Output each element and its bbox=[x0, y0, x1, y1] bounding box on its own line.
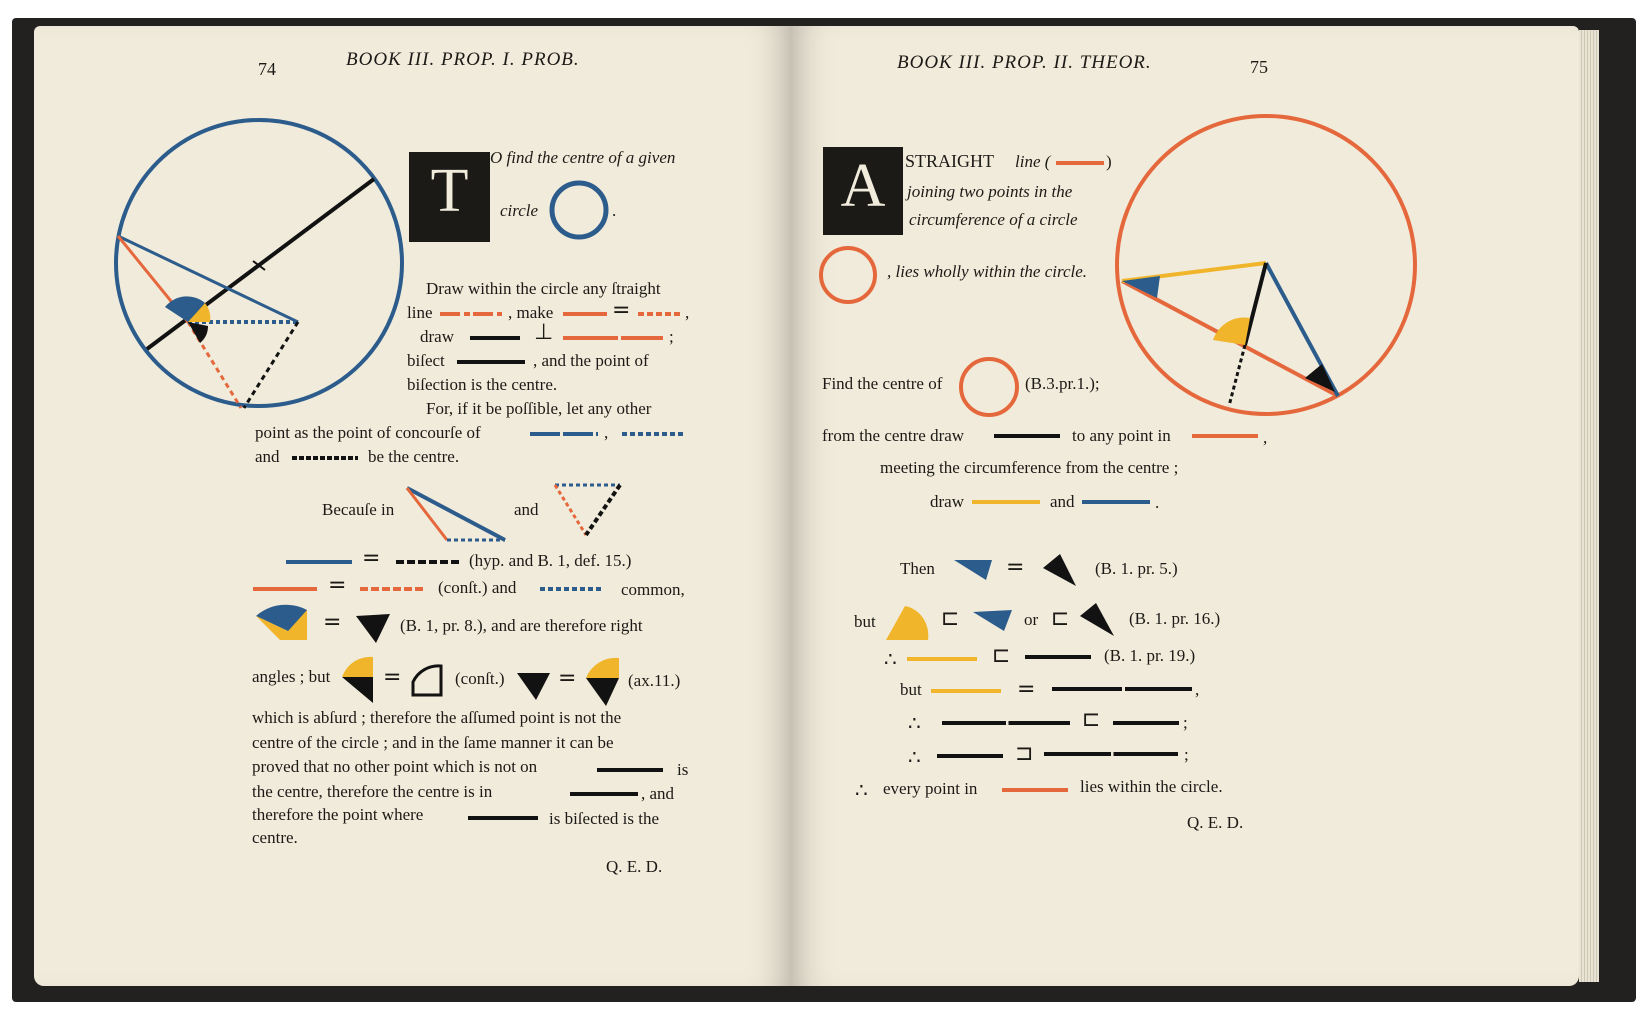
angles-but: angles ; but bbox=[252, 667, 331, 686]
seg-black-bisect bbox=[457, 360, 525, 364]
body-line-3: draw bbox=[420, 327, 454, 346]
body-line-2a: line bbox=[407, 303, 433, 322]
body-line-4a: biſect bbox=[407, 351, 445, 370]
because-in: Becauſe in bbox=[322, 500, 395, 519]
body-line-1: Draw within the circle any ſtraight bbox=[426, 279, 661, 298]
ax11-ref: (ax.11.) bbox=[628, 671, 681, 690]
but-label-2: but bbox=[900, 680, 922, 699]
para-line-5a: therefore the point where bbox=[252, 805, 424, 824]
to-any-point: to any point in bbox=[1072, 426, 1171, 445]
pr8-ref: (B. 1, pr. 8.), and are therefore right bbox=[400, 616, 643, 635]
body-line-7: point as the point of concourſe of bbox=[255, 423, 481, 442]
para-line-1: which is abſurd ; therefore the aſſumed point is not the bbox=[252, 708, 622, 727]
from-centre: from the centre draw bbox=[822, 426, 965, 445]
page-number-left: 74 bbox=[258, 59, 276, 79]
seg-blue-eq bbox=[286, 560, 352, 564]
seg-black-long-2 bbox=[942, 721, 1070, 725]
seg-red-final bbox=[1002, 788, 1068, 792]
seg-black bbox=[470, 336, 520, 340]
find-ref: (B.3.pr.1.); bbox=[1025, 374, 1100, 393]
seg-black-3 bbox=[597, 768, 663, 772]
para-line-4a: the centre, therefore the centre is in bbox=[252, 782, 493, 801]
pr16-ref: (B. 1. pr. 16.) bbox=[1129, 609, 1221, 628]
para-line-6: centre. bbox=[252, 828, 298, 847]
intro-line-3-right: circumference of a circle bbox=[909, 210, 1078, 229]
intro-line-2-right: joining two points in the bbox=[907, 182, 1073, 201]
given-circle-icon bbox=[552, 183, 606, 237]
seg-blue-dotted-2 bbox=[540, 587, 604, 591]
seg-blue-dotted bbox=[622, 432, 686, 436]
para-line-3a: proved that no other point which is not on bbox=[252, 757, 538, 776]
seg-black-7 bbox=[1113, 721, 1179, 725]
seg-red bbox=[563, 312, 607, 316]
common-label: common, bbox=[621, 580, 685, 599]
const-ref-2: (conſt.) bbox=[455, 669, 505, 688]
seg-yellow bbox=[972, 500, 1040, 504]
const-ref: (conſt.) and bbox=[438, 578, 517, 597]
intro-straight: STRAIGHT bbox=[905, 151, 994, 171]
seg-red-long bbox=[563, 336, 663, 340]
intro-line-2: circle bbox=[500, 201, 539, 220]
para-line-5b: is biſected is the bbox=[549, 809, 660, 828]
seg-black-long-3 bbox=[1044, 752, 1178, 756]
seg-red-intro bbox=[1056, 161, 1104, 165]
draw-and: and bbox=[1050, 492, 1075, 511]
seg-black-4 bbox=[570, 792, 638, 796]
find-circle-icon bbox=[961, 359, 1017, 415]
seg-red-dotted bbox=[638, 312, 682, 316]
seg-blue bbox=[530, 432, 598, 436]
seg-red-right bbox=[1192, 434, 1258, 438]
seg-red-dashed bbox=[440, 312, 502, 316]
hyp-ref: (hyp. and B. 1, def. 15.) bbox=[469, 551, 632, 570]
perpendicular-sign: ⊥ bbox=[534, 320, 554, 345]
page-header-right: BOOK III. PROP. II. THEOR. bbox=[897, 52, 1152, 73]
or-label: or bbox=[1024, 610, 1039, 629]
seg-black-8 bbox=[937, 754, 1003, 758]
para-line-2: centre of the circle ; and in the ſame manner it can be bbox=[252, 733, 614, 752]
seg-black-6 bbox=[1025, 655, 1091, 659]
draw-label: draw bbox=[930, 492, 964, 511]
intro-end: . bbox=[612, 201, 617, 220]
seg-red-eq bbox=[253, 587, 317, 591]
seg-blue-right bbox=[1082, 500, 1150, 504]
open-book: 74 BOOK III. PROP. I. PROB. T O find the centre of a given circle . Draw within the circle any ſtraight line , make = , draw ⊥ ; biſect , and the point of biſection is the centre. For, if it be poſſible, let any other point as the point of concourſe of , and be the centre. Becauſe in and = (hyp. and B. 1, def. 15.) = (conſt.) and common, = (B. 1, pr. 8.), and are therefore right angles ; but = (conſt.) = (ax.11.) which is abſurd ; therefore the aſſumed point is not the centre of the circle ; and in the ſame manner it can be proved that no other point which is not on is the centre, therefore the centre is in , and therefore the point where is biſected is the centre. Q. E. D. BOOK III. PROP. II. THEOR. 75 A STRAIGHT line ( ) joining two points in the circumference of a circle , lies wholly within the circle. Find the centre of (B.3.pr.1.); from the centre draw to any point in , meeting the circumference from the centre ; draw and . Then = (B. 1. pr. 5.) but ⊏ or ⊏ (B. 1. pr. 16.) ∴ ⊏ (B. 1. pr. 19.) but = , ∴ ⊏ ; ∴ ⊐ ; ∴ every point in lies within the circle. Q. E. D. bbox=[0, 0, 1640, 1023]
equals-sign: = bbox=[612, 298, 631, 323]
drop-cap-left bbox=[409, 152, 490, 242]
seg-black-dotted bbox=[292, 456, 358, 460]
body-line-8b: be the centre. bbox=[368, 447, 460, 466]
drop-cap-right bbox=[823, 147, 903, 235]
pr5-ref: (B. 1. pr. 5.) bbox=[1095, 559, 1178, 578]
seg-black-dashed bbox=[396, 560, 462, 564]
then-label: Then bbox=[900, 559, 935, 578]
find-centre: Find the centre of bbox=[822, 374, 943, 393]
lies-within: lies within the circle. bbox=[1080, 777, 1223, 796]
seg-red-dashed-2 bbox=[360, 587, 424, 591]
every-point: every point in bbox=[883, 779, 978, 798]
seg-yellow-2 bbox=[907, 657, 977, 661]
left-circle-diagram bbox=[116, 120, 402, 408]
para-line-3b: is bbox=[677, 760, 689, 779]
pr19-ref: (B. 1. pr. 19.) bbox=[1104, 646, 1196, 665]
and-label: and bbox=[514, 500, 539, 519]
drop-cap-letter-right: A bbox=[840, 152, 886, 220]
body-line-8a: and bbox=[255, 447, 280, 466]
intro-line-4-right: , lies wholly within the circle. bbox=[887, 262, 1088, 281]
meeting-line: meeting the circumference from the centre ; bbox=[880, 458, 1179, 477]
intro-line-1: O find the centre of a given bbox=[490, 148, 676, 167]
qed-right: Q. E. D. bbox=[1187, 813, 1244, 832]
but-label: but bbox=[854, 612, 876, 631]
small-circle-icon bbox=[821, 248, 875, 302]
intro-line-label: line ( bbox=[1015, 152, 1051, 171]
qed-left: Q. E. D. bbox=[606, 857, 663, 876]
seg-black-right bbox=[994, 434, 1060, 438]
body-line-5: biſection is the centre. bbox=[407, 375, 558, 394]
seg-black-long bbox=[1052, 687, 1192, 691]
body-line-6: For, if it be poſſible, let any other bbox=[426, 399, 652, 418]
right-circle-diagram bbox=[1117, 116, 1415, 414]
body-line-4b: , and the point of bbox=[533, 351, 649, 370]
seg-yellow-3 bbox=[931, 689, 1001, 693]
para-line-4b: , and bbox=[641, 784, 675, 803]
drop-cap-letter: T bbox=[430, 157, 469, 225]
page-header-left: BOOK III. PROP. I. PROB. bbox=[346, 49, 580, 70]
body-line-2b: , make bbox=[508, 303, 554, 322]
page-number-right: 75 bbox=[1250, 57, 1268, 77]
seg-black-5 bbox=[468, 816, 538, 820]
